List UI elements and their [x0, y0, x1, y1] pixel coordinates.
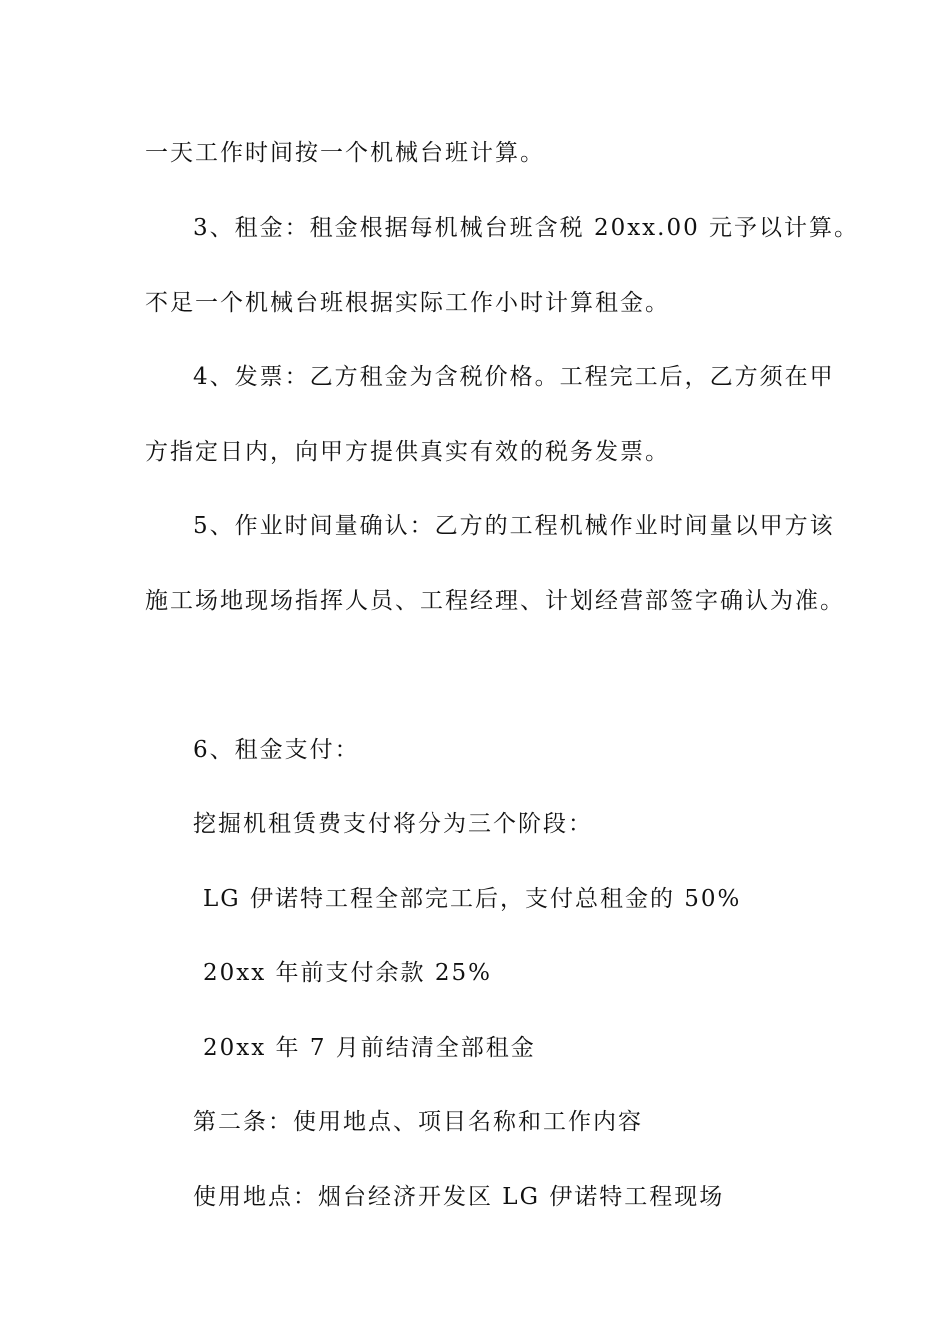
text-line-6: 5、作业时间量确认：乙方的工程机械作业时间量以甲方该 [193, 513, 835, 539]
text-line-5: 方指定日内，向甲方提供真实有效的税务发票。 [145, 439, 670, 465]
payment-stage-2: 20xx 年前支付余款 25% [203, 960, 492, 986]
text-line-4: 4、发票：乙方租金为含税价格。工程完工后，乙方须在甲 [193, 364, 835, 390]
payment-stage-3: 20xx 年 7 月前结清全部租金 [203, 1035, 536, 1061]
text-line-14: 使用地点：烟台经济开发区 LG 伊诺特工程现场 [193, 1184, 725, 1210]
text-line-1: 一天工作时间按一个机械台班计算。 [145, 140, 545, 166]
text-line-9: 挖掘机租赁费支付将分为三个阶段： [193, 811, 593, 837]
payment-stage-1: LG 伊诺特工程全部完工后，支付总租金的 50% [203, 886, 742, 912]
text-line-3: 不足一个机械台班根据实际工作小时计算租金。 [145, 290, 670, 316]
text-line-2: 3、租金：租金根据每机械台班含税 20xx.00 元予以计算。 [193, 215, 860, 241]
text-line-7: 施工场地现场指挥人员、工程经理、计划经营部签字确认为准。 [145, 588, 845, 614]
article-two-heading: 第二条：使用地点、项目名称和工作内容 [193, 1109, 643, 1135]
section-heading-rent-payment: 6、租金支付： [193, 737, 360, 763]
